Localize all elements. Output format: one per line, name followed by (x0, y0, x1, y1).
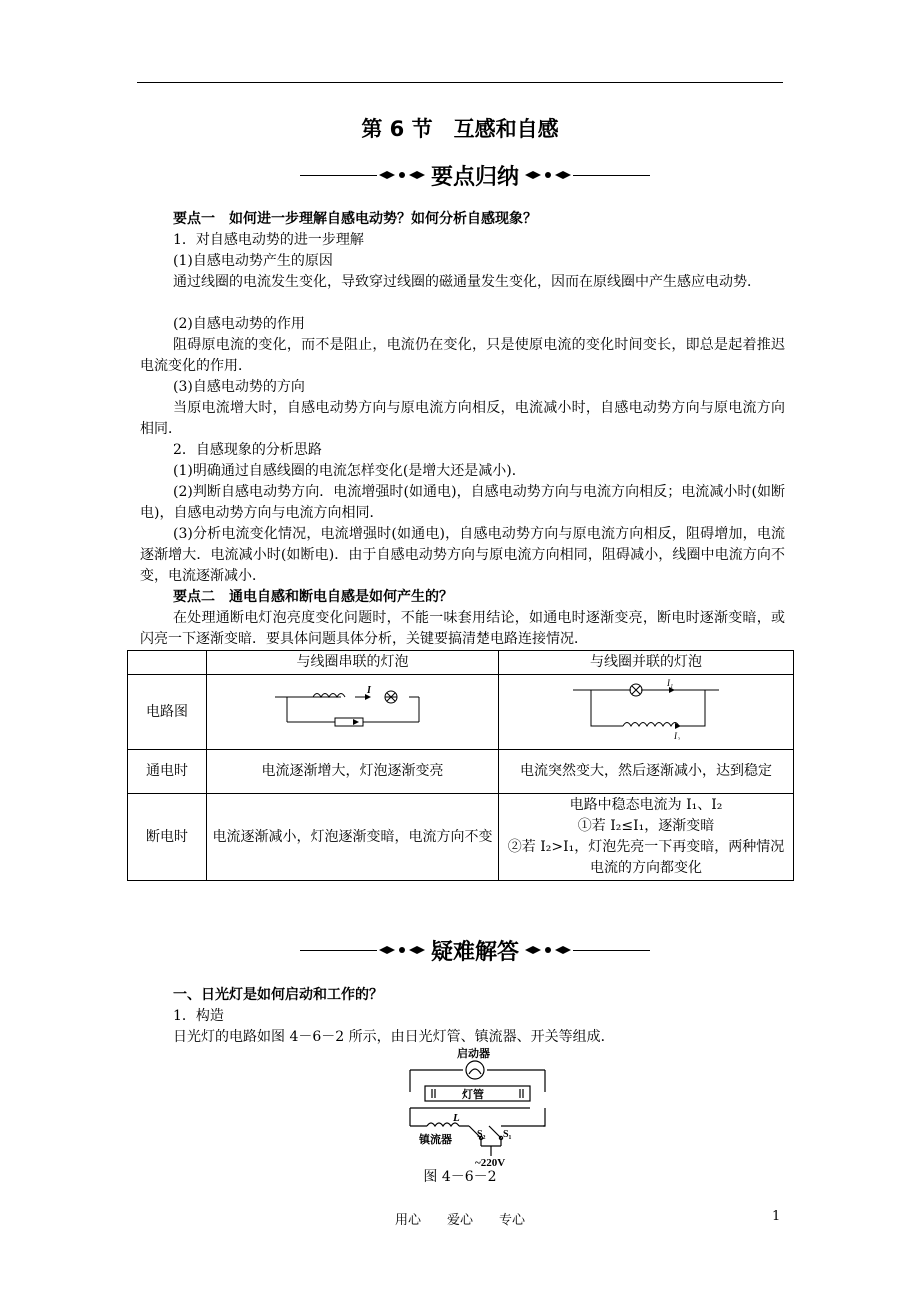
paragraph: 1．对自感电动势的进一步理解 (173, 232, 364, 248)
current-label: I (366, 684, 371, 696)
paragraph: 当原电流增大时，自感电动势方向与原电流方向相反，电流减小时，自感电动势方向与原电流方向相同． (140, 400, 785, 437)
inductor-label: L (453, 1112, 460, 1124)
switch-s2-label: S₂ (477, 1129, 486, 1140)
figure-caption: 图 4－6－2 (423, 1169, 497, 1185)
fluorescent-lamp-circuit-figure (405, 1046, 550, 1168)
section-label: 要点归纳 (431, 164, 520, 190)
row-label: 通电时 (128, 750, 207, 794)
comparison-table (127, 650, 794, 881)
table-header: 与线圈并联的灯泡 (499, 651, 794, 675)
current-label-i2: I₂ (674, 730, 681, 740)
ornament-icon (523, 168, 573, 182)
ballast-label: 镇流器 (419, 1133, 452, 1146)
ornament-icon (377, 943, 427, 957)
heading-rule-left (300, 950, 377, 951)
point1-heading: 要点一 如何进一步理解自感电动势？如何分析自感现象？ (173, 211, 537, 227)
cell-line: ②若 I₂>I₁，灯泡先亮一下再变暗，两种情况电流的方向都变化 (507, 839, 785, 876)
cell-line: ①若 I₂≤I₁，逐渐变暗 (577, 818, 715, 834)
parallel-circuit-diagram (571, 678, 721, 740)
series-circuit-cell (207, 675, 499, 750)
table-cell: 电流逐渐减小，灯泡逐渐变暗，电流方向不变 (207, 794, 499, 881)
row-label: 电路图 (128, 675, 207, 750)
section-heading-key-points (300, 160, 650, 190)
table-cell-multiline (499, 794, 794, 881)
paragraph: 阻碍原电流的变化，而不是阻止，电流仍在变化，只是使原电流的变化时间变长，即总是起着推迟电流变化的作用． (140, 337, 785, 374)
paragraph: 2．自感现象的分析思路 (173, 442, 322, 458)
point2-heading: 要点二 通电自感和断电自感是如何产生的？ (173, 589, 453, 605)
footer-text: 用心 爱心 专心 (394, 1213, 525, 1228)
paragraph: 通过线圈的电流发生变化，导致穿过线圈的磁通量发生变化，因而在原线圈中产生感应电动势． (173, 274, 761, 290)
paragraph: (3)分析电流变化情况，电流增强时(如通电)，自感电动势方向与原电流方向相反，阻碍增加，电流逐渐增大．电流减小时(如断电)．由于自感电动势方向与原电流方向相同，阻碍减小，线圈中电流方向不变，电流逐渐减小． (140, 526, 785, 584)
switch-s1-label: S₁ (503, 1129, 512, 1140)
question-heading: 一、日光灯是如何启动和工作的？ (173, 987, 383, 1003)
heading-rule-left (300, 175, 377, 176)
header-rule (137, 82, 783, 83)
series-circuit-diagram (273, 684, 433, 734)
page-title: 第 6 节 互感和自感 (361, 117, 559, 141)
heading-rule-right (573, 950, 650, 951)
paragraph: (1)明确通过自感线圈的电流怎样变化(是增大还是减小)． (173, 463, 526, 479)
table-header: 与线圈串联的灯泡 (207, 651, 499, 675)
paragraph: (1)自感电动势产生的原因 (173, 253, 333, 269)
page-number: 1 (772, 1209, 781, 1224)
section-heading-faq (300, 935, 650, 965)
heading-rule-right (573, 175, 650, 176)
table-cell: 电流突然变大，然后逐渐减小，达到稳定 (499, 750, 794, 794)
paragraph: 在处理通断电灯泡亮度变化问题时，不能一味套用结论，如通电时逐渐变亮，断电时逐渐变暗，或闪亮一下逐渐变暗．要具体问题具体分析，关键要搞清楚电路连接情况． (140, 610, 785, 647)
ornament-icon (523, 943, 573, 957)
paragraph: (2)判断自感电动势方向．电流增强时(如通电)，自感电动势方向与电流方向相反；电流减小时(如断电)，自感电动势方向与电流方向相同． (140, 484, 785, 521)
ornament-icon (377, 168, 427, 182)
table-corner (128, 651, 207, 675)
section-label: 疑难解答 (431, 939, 520, 965)
row-label: 断电时 (128, 794, 207, 881)
voltage-label: ~220V (475, 1157, 506, 1168)
tube-label: 灯管 (462, 1088, 484, 1101)
paragraph: (2)自感电动势的作用 (173, 316, 305, 332)
table-cell: 电流逐渐增大，灯泡逐渐变亮 (207, 750, 499, 794)
cell-line: 电路中稳态电流为 I₁、I₂ (569, 797, 723, 813)
parallel-circuit-cell (499, 675, 794, 750)
paragraph: 1．构造 (173, 1008, 224, 1024)
starter-label: 启动器 (457, 1047, 490, 1060)
current-label-i1: I₁ (667, 677, 674, 688)
paragraph: 日光灯的电路如图 4－6－2 所示，由日光灯管、镇流器、开关等组成． (173, 1029, 615, 1045)
paragraph: (3)自感电动势的方向 (173, 379, 305, 395)
